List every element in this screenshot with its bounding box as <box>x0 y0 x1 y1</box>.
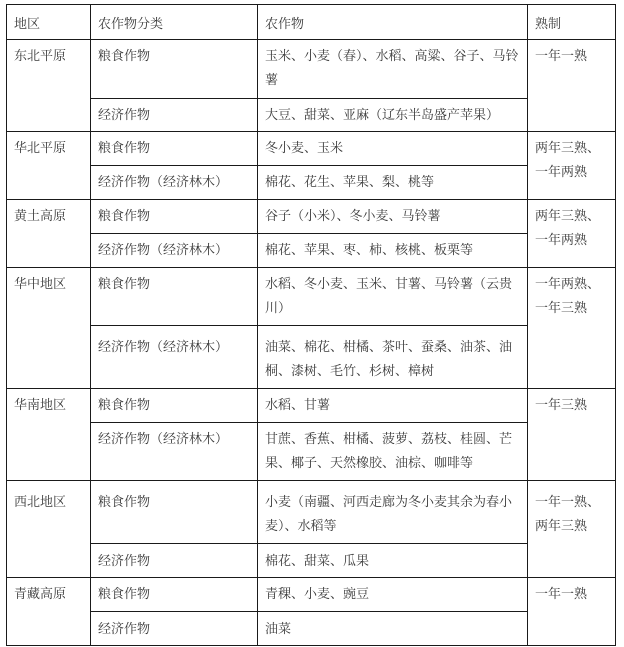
table-row <box>7 423 616 481</box>
ripening-cell: 一年一熟 <box>528 578 616 646</box>
crops-cell: 小麦（南疆、河西走廊为冬小麦其余为春小麦）、水稻等 <box>258 481 528 544</box>
table-row <box>7 40 616 99</box>
table-row <box>7 326 616 389</box>
category-cell: 经济作物（经济林木） <box>91 234 258 268</box>
table-row <box>7 578 616 612</box>
table-row <box>7 200 616 234</box>
region-cell: 黄土高原 <box>7 200 91 268</box>
crops-cell: 甘蔗、香蕉、柑橘、菠萝、荔枝、桂圆、芒果、椰子、天然橡胶、油棕、咖啡等 <box>258 423 528 481</box>
category-cell: 经济作物 <box>91 544 258 578</box>
category-cell: 经济作物（经济林木） <box>91 166 258 200</box>
ripening-cell: 一年一熟、两年三熟 <box>528 481 616 578</box>
category-cell: 粮食作物 <box>91 40 258 99</box>
region-cell: 青藏高原 <box>7 578 91 646</box>
category-cell: 粮食作物 <box>91 481 258 544</box>
table-row <box>7 99 616 132</box>
ripening-cell: 一年两熟、一年三熟 <box>528 268 616 389</box>
crops-cell: 棉花、苹果、枣、柿、核桃、板栗等 <box>258 234 528 268</box>
crops-cell: 油菜 <box>258 612 528 646</box>
crops-cell: 谷子（小米）、冬小麦、马铃薯 <box>258 200 528 234</box>
crops-cell: 水稻、甘薯 <box>258 389 528 423</box>
crops-cell: 棉花、甜菜、瓜果 <box>258 544 528 578</box>
crops-cell: 玉米、小麦（春）、水稻、高粱、谷子、马铃薯 <box>258 40 528 99</box>
category-cell: 经济作物 <box>91 99 258 132</box>
table-row <box>7 132 616 166</box>
table-row <box>7 389 616 423</box>
region-cell: 西北地区 <box>7 481 91 578</box>
category-cell: 粮食作物 <box>91 268 258 326</box>
header-region: 地区 <box>7 5 91 40</box>
category-cell: 经济作物（经济林木） <box>91 326 258 389</box>
table-row <box>7 481 616 544</box>
table-row <box>7 268 616 326</box>
category-cell: 粮食作物 <box>91 578 258 612</box>
category-cell: 粮食作物 <box>91 200 258 234</box>
header-category: 农作物分类 <box>91 5 258 40</box>
table-row <box>7 166 616 200</box>
crops-cell: 大豆、甜菜、亚麻（辽东半岛盛产苹果） <box>258 99 528 132</box>
category-cell: 粮食作物 <box>91 389 258 423</box>
category-cell: 经济作物 <box>91 612 258 646</box>
category-cell: 粮食作物 <box>91 132 258 166</box>
header-crops: 农作物 <box>258 5 528 40</box>
crops-cell: 棉花、花生、苹果、梨、桃等 <box>258 166 528 200</box>
table-row <box>7 612 616 646</box>
region-cell: 华南地区 <box>7 389 91 481</box>
ripening-cell: 两年三熟、一年两熟 <box>528 200 616 268</box>
crops-cell: 水稻、冬小麦、玉米、甘薯、马铃薯（云贵川） <box>258 268 528 326</box>
ripening-cell: 一年一熟 <box>528 40 616 132</box>
crops-cell: 冬小麦、玉米 <box>258 132 528 166</box>
region-cell: 华北平原 <box>7 132 91 200</box>
ripening-cell: 一年三熟 <box>528 389 616 481</box>
crops-cell: 青稞、小麦、豌豆 <box>258 578 528 612</box>
crops-cell: 油菜、棉花、柑橘、茶叶、蚕桑、油茶、油桐、漆树、毛竹、杉树、樟树 <box>258 326 528 389</box>
category-cell: 经济作物（经济林木） <box>91 423 258 481</box>
crops-table <box>6 4 616 646</box>
table-row <box>7 234 616 268</box>
table-row <box>7 544 616 578</box>
header-ripening: 熟制 <box>528 5 616 40</box>
region-cell: 东北平原 <box>7 40 91 132</box>
ripening-cell: 两年三熟、一年两熟 <box>528 132 616 200</box>
region-cell: 华中地区 <box>7 268 91 389</box>
header-row <box>7 5 616 40</box>
